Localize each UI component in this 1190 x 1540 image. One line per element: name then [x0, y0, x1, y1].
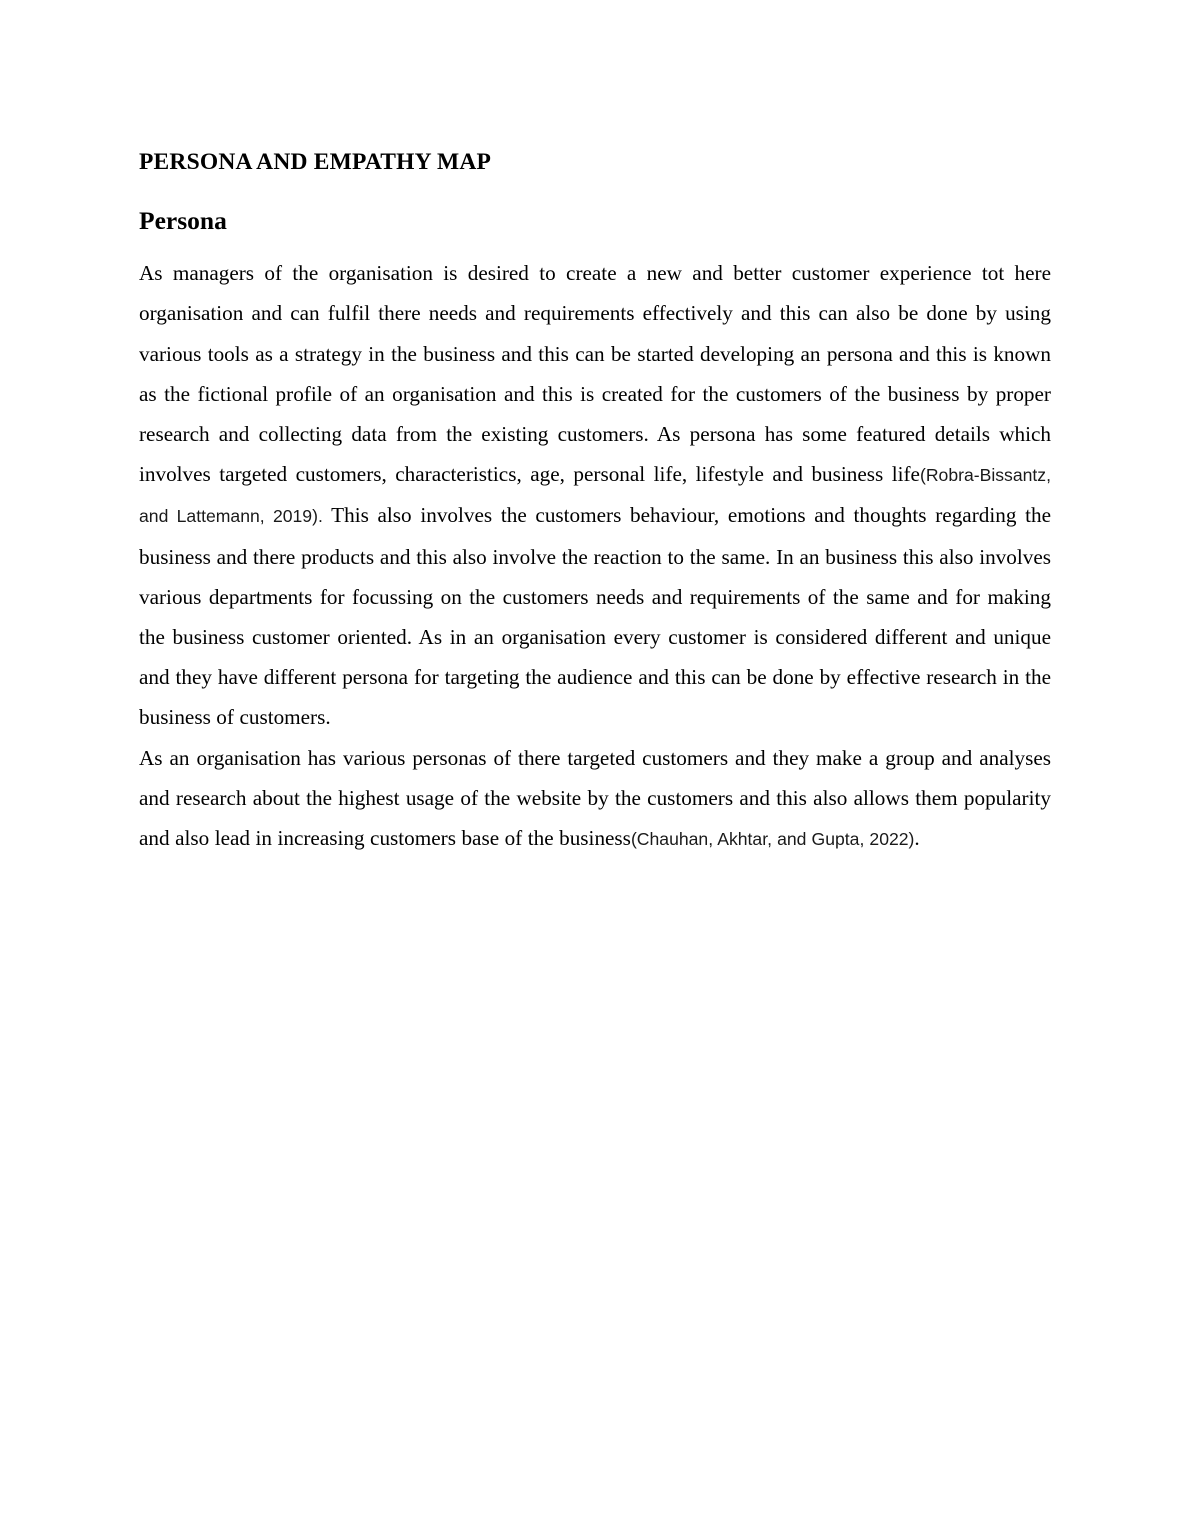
page-title: PERSONA AND EMPATHY MAP [139, 149, 492, 175]
paragraph-text-part-1: As managers of the organisation is desired to create a new and better customer experience tot here organisation and can fulfil there needs and requirements effectively and this can also be done by using various tools as a strategy in the business and this can be started developing an persona and this is known as the fictional profile of an organisation and this is created for the customers of the business by proper research and collecting data from the existing customers. As persona has some featured details which involves targeted customers, characteristics, age, personal life, lifestyle and business life [139, 261, 1051, 487]
document-content [139, 148, 1051, 859]
paragraph-final-period: . [914, 826, 920, 851]
paragraph-text-part-2: This also involves the customers behaviour, emotions and thoughts regarding the business and there products and this also involve the reaction to the same. In an business this also involves various departments for focussing on the customers needs and requirements of the same and for making the business customer oriented. As in an organisation every customer is considered different and unique and they have different persona for targeting the audience and this can be done by effective research in the business of customers. [139, 503, 1051, 730]
citation-chauhan-akhtar-gupta-2022: (Chauhan, Akhtar, and Gupta, 2022) [630, 829, 915, 850]
paragraph-persona-definition [139, 253, 1051, 737]
citation-robra-bissantz-2019: (Robra-Bissantz, and Lattemann, 2019). [139, 465, 1051, 527]
paragraph-persona-targeting [139, 738, 1051, 860]
paragraph-text-part-3: As an organisation has various personas of there targeted customers and they make a group and analyses and research about the highest usage of the website by the customers and this also allows them popularity and also lead in increasing customers base of the business [139, 745, 1051, 851]
section-heading-persona: Persona [139, 205, 227, 235]
